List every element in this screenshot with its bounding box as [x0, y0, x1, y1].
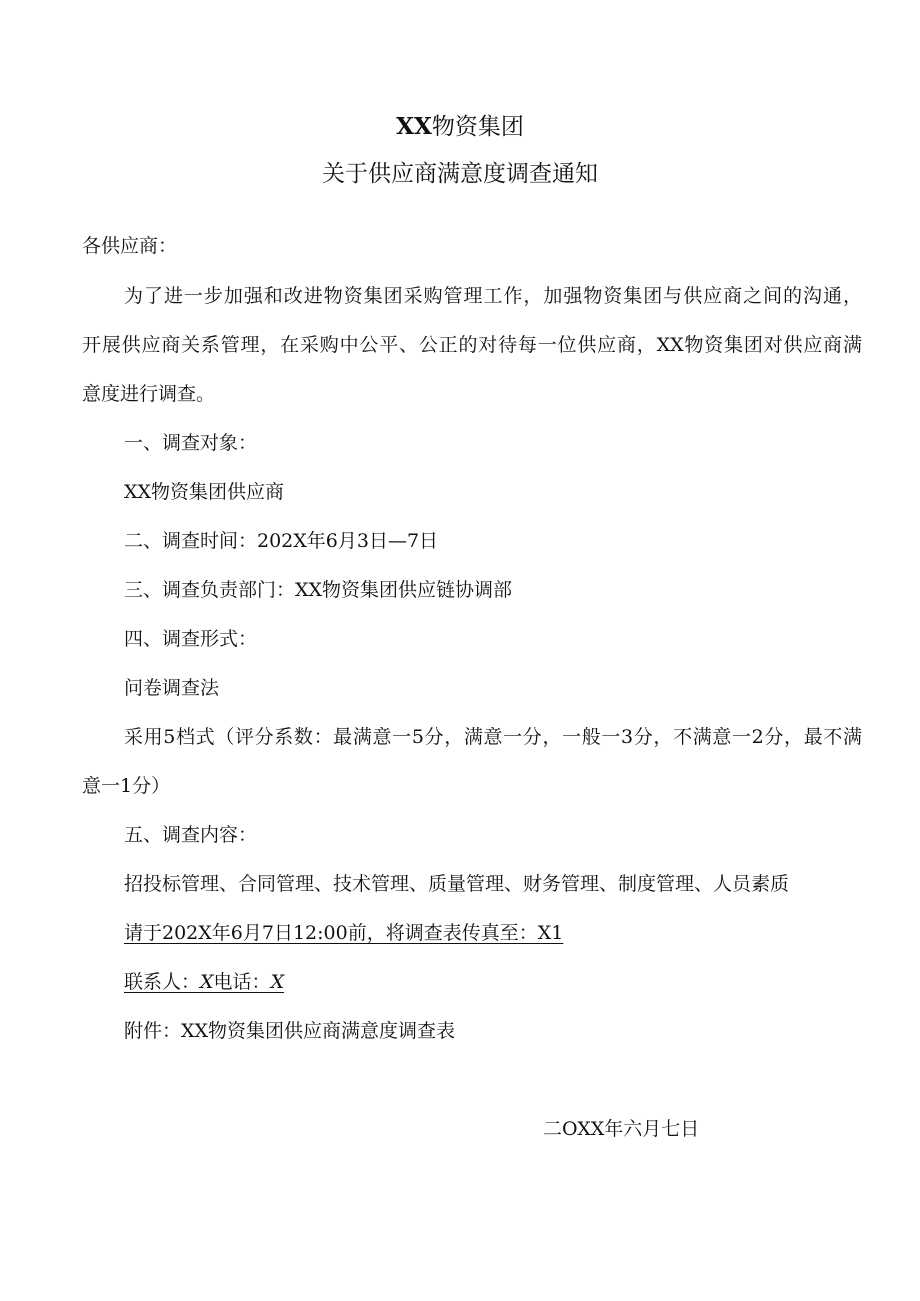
- document-date: 二OXX年六月七日: [543, 1118, 700, 1140]
- intro-line-1: 为了进一步加强和改进物资集团采购管理工作，加强物资集团与供应商之间的沟通，: [124, 285, 862, 307]
- fax-notice: 请于202X年6月7日12:00前，将调查表传真至：X1: [124, 922, 564, 944]
- section-2-time: 二、调查时间：202X年6月3日—7日: [124, 530, 439, 552]
- intro-line-2: 开展供应商关系管理，在采购中公平、公正的对待每一位供应商，XX物资集团对供应商满: [82, 334, 862, 356]
- organization-title: [0, 112, 920, 142]
- section-1-content: XX物资集团供应商: [124, 481, 285, 503]
- salutation: 各供应商：: [82, 235, 178, 257]
- phone-value: X: [270, 971, 285, 993]
- contact-name: X: [200, 971, 214, 993]
- section-5-content: 招投标管理、合同管理、技术管理、质量管理、财务管理、制度管理、人员素质: [124, 873, 790, 895]
- section-4-method: 问卷调查法: [124, 677, 220, 699]
- document-title: 关于供应商满意度调查通知: [322, 161, 598, 187]
- section-4-heading: 四、调查形式：: [124, 628, 258, 650]
- section-4-scale-line-1: 采用5档式（评分系数：最满意一5分，满意一分，一般一3分，不满意一2分，最不满: [124, 726, 862, 748]
- section-1-heading: 一、调查对象：: [124, 432, 258, 454]
- section-4-scale-line-2: 意一1分）: [82, 775, 171, 797]
- section-3-department: 三、调查负责部门：XX物资集团供应链协调部: [124, 579, 513, 601]
- phone-label: 电话：: [213, 971, 271, 993]
- org-name: 物资集团: [431, 114, 524, 140]
- attachment-note: 附件：XX物资集团供应商满意度调查表: [124, 1020, 456, 1042]
- contact-label: 联系人：: [124, 971, 201, 993]
- contact-line: [124, 970, 284, 994]
- section-5-heading: 五、调查内容：: [124, 824, 258, 846]
- intro-line-3: 意度进行调查。: [82, 383, 216, 405]
- org-prefix: XX: [396, 113, 432, 140]
